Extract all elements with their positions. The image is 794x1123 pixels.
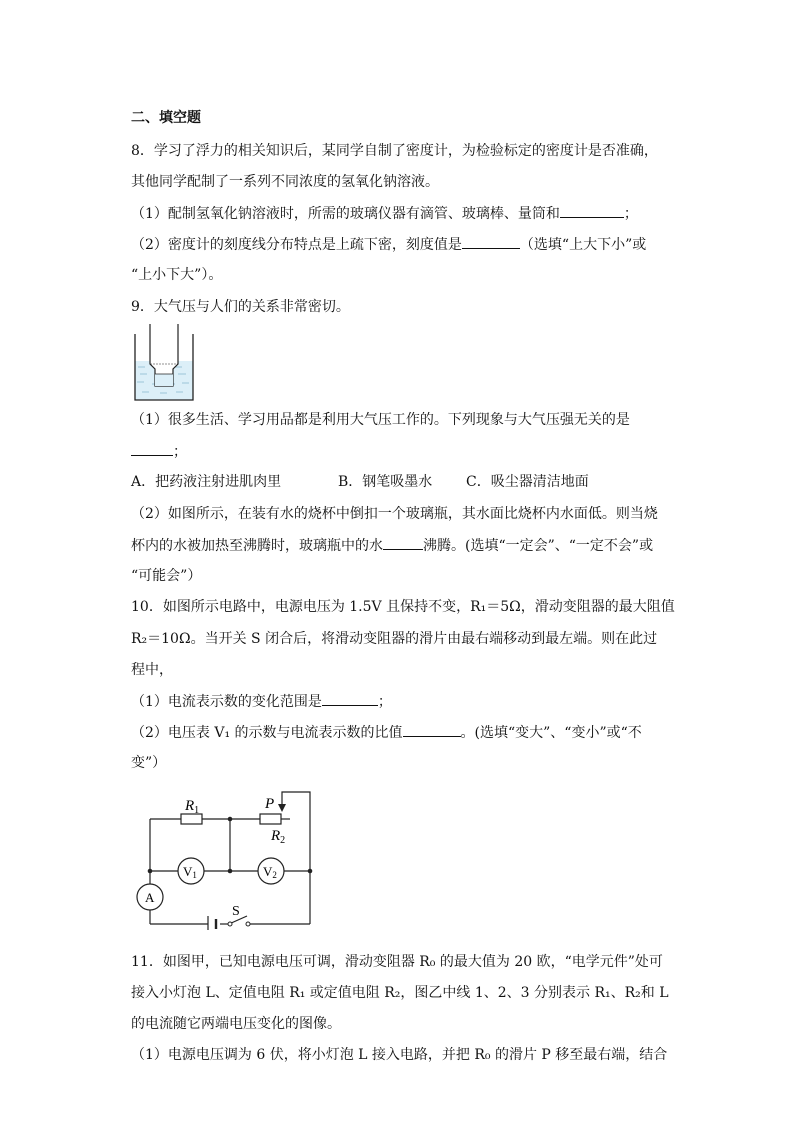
v2-label: V <box>263 864 273 879</box>
answer-blank[interactable] <box>131 441 173 456</box>
q9-part1-line2 <box>131 441 187 462</box>
q9-option-c: C．吸尘器清洁地面 <box>466 474 589 490</box>
section-heading: 二、填空题 <box>131 110 201 126</box>
q10-part2-text-b: 。(选填“变大”、“变小”或“不 <box>460 725 642 741</box>
q9-option-a: A．把药液注射进肌肉里 <box>131 474 282 490</box>
q8-part2-text-b: （选填“上大下小”或 <box>519 237 647 253</box>
q8-part1-text: （1）配制氢氧化钠溶液时，所需的玻璃仪器有滴管、玻璃棒、量筒和 <box>131 206 560 222</box>
q8-stem-line1: 8．学习了浮力的相关知识后，某同学自制了密度计，为检验标定的密度计是否准确， <box>131 143 658 159</box>
q9-options <box>131 472 589 492</box>
v2-subscript: 2 <box>272 870 277 880</box>
q11-stem-line2: 接入小灯泡 L、定值电阻 R₁ 或定值电阻 R₂，图乙中线 1、2、3 分别表示 R₁、R₂和 L <box>131 985 669 1001</box>
svg-text:R2 <box>270 828 285 846</box>
q9-part2-line1: （2）如图所示，在装有水的烧杯中倒扣一个玻璃瓶，其水面比烧杯内水面低。则当烧 <box>131 506 658 522</box>
q10-stem-line3: 程中， <box>131 662 173 678</box>
q9-part2-text-b: 沸腾。(选填“一定会”、“一定不会”或 <box>423 538 654 554</box>
q8-part2 <box>131 234 646 255</box>
q9-part1-end: ； <box>173 444 187 460</box>
q8-part2-text-a: （2）密度计的刻度线分布特点是上疏下密，刻度值是 <box>131 237 462 253</box>
r1-label: R <box>185 798 195 814</box>
q9-part2-line3: “可能会”） <box>131 568 202 584</box>
slider-label: P <box>265 796 275 812</box>
q9-part2-line2 <box>131 535 653 556</box>
ammeter-label: A <box>145 890 155 905</box>
circuit-diagram <box>130 788 330 930</box>
answer-blank[interactable] <box>322 691 378 706</box>
q10-part2-line2: 变”） <box>131 755 167 771</box>
v1-subscript: 1 <box>192 870 197 880</box>
svg-text:R1 <box>184 798 199 816</box>
r2-subscript: 2 <box>280 835 286 846</box>
switch-label: S <box>232 904 240 919</box>
answer-blank[interactable] <box>462 234 520 249</box>
v1-label: V <box>183 864 193 879</box>
answer-blank[interactable] <box>383 535 423 550</box>
q8-stem-line2: 其他同学配制了一系列不同浓度的氢氧化钠溶液。 <box>131 174 439 190</box>
beaker-bottle-figure <box>130 322 200 402</box>
r2-label: R <box>271 828 281 844</box>
q8-part1 <box>131 203 638 224</box>
q8-part2-line2: “上小下大”）。 <box>131 267 223 283</box>
q10-part2-text-a: （2）电压表 V₁ 的示数与电流表示数的比值 <box>131 725 403 741</box>
q10-stem-line1: 10．如图所示电路中，电源电压为 1.5V 且保持不变，R₁＝5Ω，滑动变阻器的最大阻值 <box>131 599 675 615</box>
q10-stem-line2: R₂＝10Ω。当开关 S 闭合后，将滑动变阻器的滑片由最右端移动到最左端。则在此过 <box>131 631 658 647</box>
q9-stem: 9．大气压与人们的关系非常密切。 <box>131 299 350 315</box>
q11-part1: （1）电源电压调为 6 伏，将小灯泡 L 接入电路，并把 R₀ 的滑片 P 移至最右端，结合 <box>131 1047 668 1063</box>
q9-part2-text-a: 杯内的水被加热至沸腾时，玻璃瓶中的水 <box>131 538 383 554</box>
answer-blank[interactable] <box>403 722 461 737</box>
q10-part2 <box>131 722 642 743</box>
rheostat-r2 <box>260 814 281 824</box>
q10-part1-text: （1）电流表示数的变化范围是 <box>131 694 322 710</box>
r1-subscript: 1 <box>194 805 200 816</box>
q10-part1-end: ； <box>377 694 392 710</box>
q9-part1-line1: （1）很多生活、学习用品都是利用大气压工作的。下列现象与大气压强无关的是 <box>131 412 630 428</box>
q9-option-b: B．钢笔吸墨水 <box>338 474 433 490</box>
q10-part1 <box>131 691 392 712</box>
q11-stem-line1: 11．如图甲，已知电源电压可调，滑动变阻器 R₀ 的最大值为 20 欧，“电学元件”处可 <box>131 954 663 970</box>
q11-stem-line3: 的电流随它两端电压变化的图像。 <box>131 1016 341 1032</box>
answer-blank[interactable] <box>560 203 624 218</box>
q8-part1-end: ； <box>623 206 638 222</box>
